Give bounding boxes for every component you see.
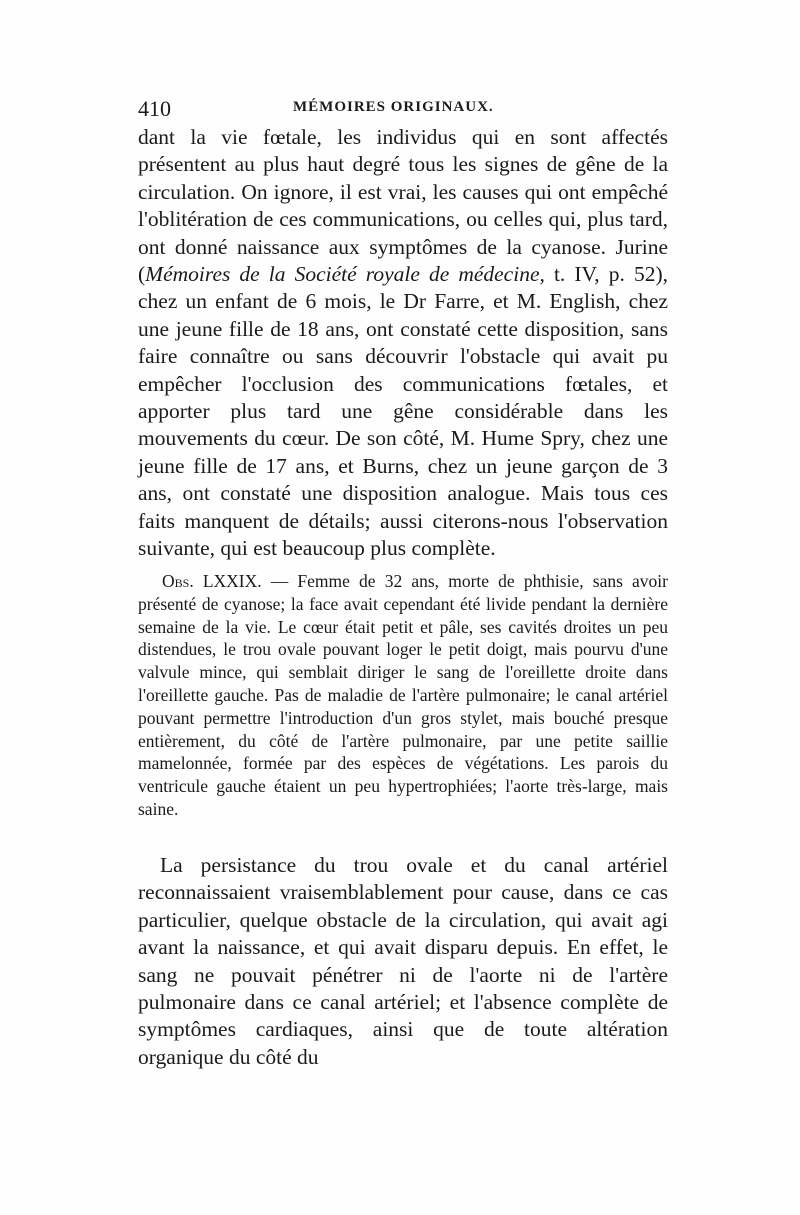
observation-body: — Femme de 32 ans, morte de phthisie, sans avoir présenté de cyanose; la face avait cependant été livide pendant la dernière semaine de la vie. Le cœur était petit et pâle, ses cavités droites un peu distendues, le trou ovale pouvant loger le petit doigt, mais pourvu d'une valvule mince, qui semblait diriger le sang de l'oreillette droite dans l'oreillette gauche. Pas de maladie de l'artère pulmonaire; le canal artériel pouvant permettre l'introduction d'un gros stylet, mais bouché presque entièrement, du côté de l'artère pulmonaire, par une petite saillie mamelonnée, formée par des espèces de végétations. Les parois du ventricule gauche étaient un peu hypertrophiées; l'aorte très-large, mais saine.	[138, 571, 668, 819]
running-head	[138, 96, 668, 121]
paragraph-continuation	[138, 124, 668, 563]
journal-citation: Mémoires de la Société royale de médecine,	[145, 262, 545, 287]
page-number: 410	[138, 96, 171, 121]
observation-label: Obs. LXXIX.	[162, 571, 262, 591]
paragraph-1-part-a: dant la vie fœtale, les individus qui en sont affectés présentent au plus haut degré tous les signes de gêne de la circulation. On ignore, il est vrai, les causes qui ont empêché l'oblitération de ces communications, ou celles qui, plus tard, ont donné naissance aux symptômes de la cyanose. Jurine (	[138, 125, 668, 287]
observation-block	[138, 570, 668, 821]
paragraph-1-part-b: t. IV, p. 52), chez un enfant de 6 mois, le Dr Farre, et M. English, chez une jeune fille de 18 ans, ont constaté cette disposition, sans faire connaître ou sans découvrir l'obstacle qui avait pu empêcher l'occlusion des communications fœtales, et apporter plus tard une gêne considérable dans les mouvements du cœur. De son côté, M. Hume Spry, chez une jeune fille de 17 ans, et Burns, chez un jeune garçon de 3 ans, ont constaté une disposition analogue. Mais tous ces faits manquent de détails; aussi citerons-nous l'observation suivante, qui est beaucoup plus complète.	[138, 262, 668, 561]
observation-text	[138, 570, 668, 821]
running-title: MÉMOIRES ORIGINAUX.	[293, 99, 494, 115]
paragraph-discussion	[138, 852, 668, 1071]
paragraph-1-text	[138, 124, 668, 563]
paragraph-2-text: La persistance du trou ovale et du canal artériel reconnaissaient vraisemblablement pour cause, dans ce cas particulier, quelque obstacle de la circulation, qui avait agi avant la naissance, et qui avait disparu depuis. En effet, le sang ne pouvait pénétrer ni de l'aorte ni de l'artère pulmonaire dans ce canal artériel; et l'absence complète de symptômes cardiaques, ainsi que de toute altération organique du côté du	[138, 853, 668, 1069]
